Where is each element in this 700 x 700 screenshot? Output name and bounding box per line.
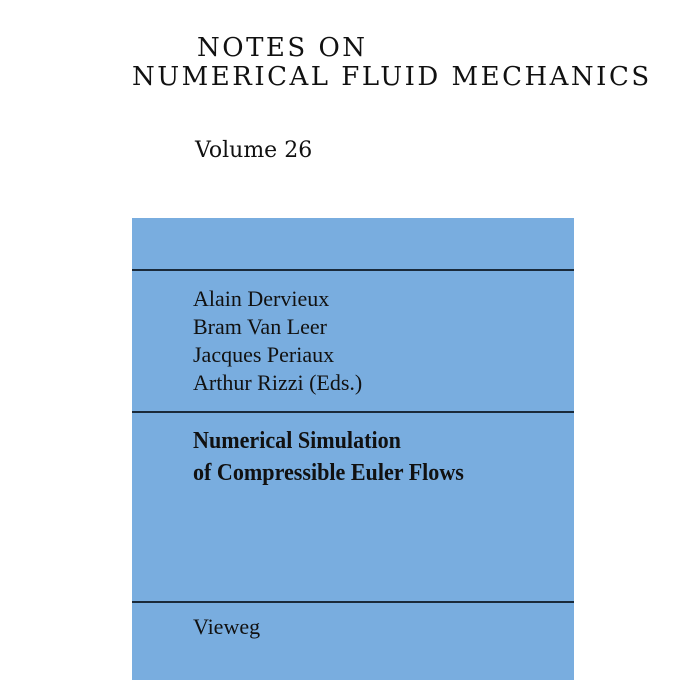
editor-name: Arthur Rizzi (Eds.) [193, 370, 363, 395]
book-title-line: of Compressible Euler Flows [193, 460, 464, 486]
cover-panel [132, 218, 574, 680]
editor-name: Jacques Periaux [193, 342, 335, 367]
publisher-name: Vieweg [193, 614, 261, 639]
series-title-line-1: NOTES ON [197, 33, 368, 63]
volume-number: Volume 26 [195, 138, 313, 163]
editor-name: Alain Dervieux [193, 286, 330, 311]
book-title [193, 425, 464, 489]
divider-bottom [132, 601, 574, 603]
divider-middle [132, 411, 574, 413]
book-title-line: Numerical Simulation [193, 428, 401, 454]
editor-name: Bram Van Leer [193, 314, 327, 339]
editors-list [193, 285, 362, 397]
series-title-line-2: NUMERICAL FLUID MECHANICS [132, 62, 652, 92]
divider-top [132, 269, 574, 271]
